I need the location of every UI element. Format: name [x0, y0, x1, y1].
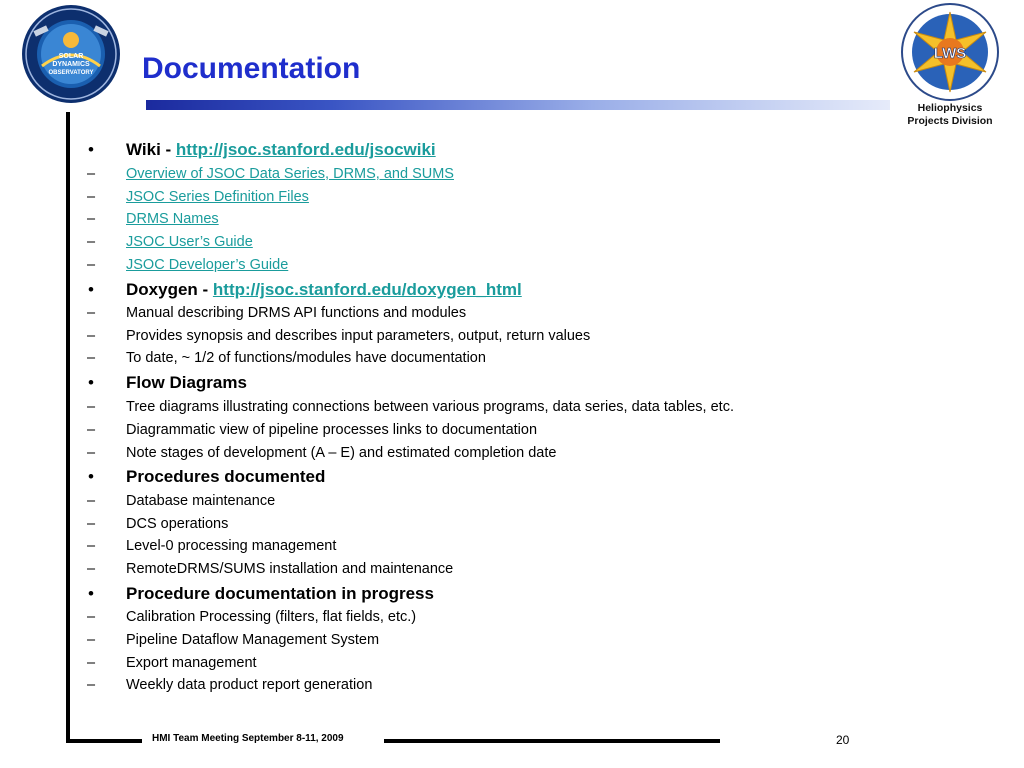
dash-marker: –	[87, 493, 96, 509]
item-text	[126, 445, 556, 461]
item-text	[126, 677, 372, 693]
svg-text:DYNAMICS: DYNAMICS	[52, 61, 90, 68]
bullet-marker: •	[88, 373, 94, 392]
item-link[interactable]: JSOC Developer’s Guide	[126, 257, 289, 273]
lws-logo-icon	[898, 2, 1002, 102]
item-label: Flow Diagrams	[126, 373, 247, 392]
dash-marker: –	[87, 677, 96, 693]
item-text	[126, 305, 466, 321]
item-text	[126, 467, 325, 487]
item-text	[126, 655, 257, 671]
item-text	[126, 166, 454, 182]
dash-marker: –	[87, 445, 96, 461]
item-text	[126, 373, 247, 393]
dash-marker: –	[87, 399, 96, 415]
footer-meeting-text: HMI Team Meeting September 8-11, 2009	[152, 733, 344, 744]
item-label: DCS operations	[126, 516, 229, 532]
dash-marker: –	[87, 189, 96, 205]
item-label: Pipeline Dataflow Management System	[126, 632, 380, 648]
dash-marker: –	[87, 632, 96, 648]
svg-text:LWS: LWS	[933, 45, 967, 62]
item-text	[126, 328, 590, 344]
item-link[interactable]: http://jsoc.stanford.edu/jsocwiki	[175, 140, 436, 159]
frame-bottom-rule-right	[384, 739, 720, 743]
item-text	[126, 140, 436, 160]
page-number: 20	[836, 733, 850, 747]
item-text	[126, 280, 522, 300]
dash-marker: –	[87, 422, 96, 438]
svg-text:OBSERVATORY: OBSERVATORY	[48, 70, 94, 76]
frame-bottom-rule-left	[66, 739, 142, 743]
item-text	[126, 234, 253, 250]
item-label: Note stages of development (A – E) and estimated completion date	[126, 445, 557, 461]
bullet-marker: •	[88, 584, 94, 603]
item-label: Manual describing DRMS API functions and modules	[126, 305, 467, 321]
bullet-marker: •	[88, 280, 94, 299]
dash-marker: –	[87, 234, 96, 250]
item-text	[126, 632, 379, 648]
item-text	[126, 561, 453, 577]
item-label: Export management	[126, 655, 257, 671]
dash-marker: –	[87, 655, 96, 671]
item-text	[126, 609, 416, 625]
division-caption-line2: Projects Division	[907, 115, 993, 127]
item-text	[126, 516, 228, 532]
division-caption	[890, 102, 1010, 128]
item-text	[126, 493, 275, 509]
item-label: Calibration Processing (filters, flat fields, etc.)	[126, 609, 417, 625]
item-label: Doxygen -	[126, 280, 213, 299]
dash-marker: –	[87, 305, 96, 321]
bullet-marker: •	[88, 467, 94, 486]
item-label: Provides synopsis and describes input parameters, output, return values	[126, 328, 591, 344]
item-text	[126, 189, 309, 205]
item-label: Level-0 processing management	[126, 538, 337, 554]
title-underline-bar	[146, 100, 890, 110]
dash-marker: –	[87, 166, 96, 182]
item-label: Tree diagrams illustrating connections between various programs, data series, data tables, etc.	[126, 399, 734, 415]
dash-marker: –	[87, 609, 96, 625]
item-link[interactable]: JSOC Series Definition Files	[126, 189, 309, 205]
dash-marker: –	[87, 257, 96, 273]
item-label: Wiki -	[126, 140, 176, 159]
item-label: To date, ~ 1/2 of functions/modules have documentation	[126, 350, 486, 366]
item-label: Procedures documented	[126, 467, 326, 486]
sdo-logo-icon	[20, 4, 122, 104]
item-link[interactable]: http://jsoc.stanford.edu/doxygen_html	[212, 280, 522, 299]
dash-marker: –	[87, 561, 96, 577]
item-label: Diagrammatic view of pipeline processes links to documentation	[126, 422, 538, 438]
page-title: Documentation	[142, 52, 361, 85]
item-text	[126, 538, 336, 554]
item-label: RemoteDRMS/SUMS installation and maintenance	[126, 561, 454, 577]
item-text	[126, 399, 734, 415]
item-text	[126, 584, 434, 604]
dash-marker: –	[87, 328, 96, 344]
item-label: Weekly data product report generation	[126, 677, 373, 693]
item-link[interactable]: DRMS Names	[126, 211, 219, 227]
dash-marker: –	[87, 538, 96, 554]
dash-marker: –	[87, 350, 96, 366]
division-caption-line1: Heliophysics	[917, 102, 983, 114]
dash-marker: –	[87, 516, 96, 532]
item-text	[126, 350, 486, 366]
item-text	[126, 422, 537, 438]
dash-marker: –	[87, 211, 96, 227]
item-link[interactable]: Overview of JSOC Data Series, DRMS, and SUMS	[126, 166, 454, 182]
frame-left-rule	[66, 112, 70, 742]
item-link[interactable]: JSOC User’s Guide	[126, 234, 253, 250]
item-text	[126, 211, 219, 227]
bullet-marker: •	[88, 140, 94, 159]
svg-text:SOLAR: SOLAR	[58, 53, 84, 60]
item-label: Database maintenance	[126, 493, 276, 509]
item-label: Procedure documentation in progress	[126, 584, 434, 603]
item-text	[126, 257, 288, 273]
